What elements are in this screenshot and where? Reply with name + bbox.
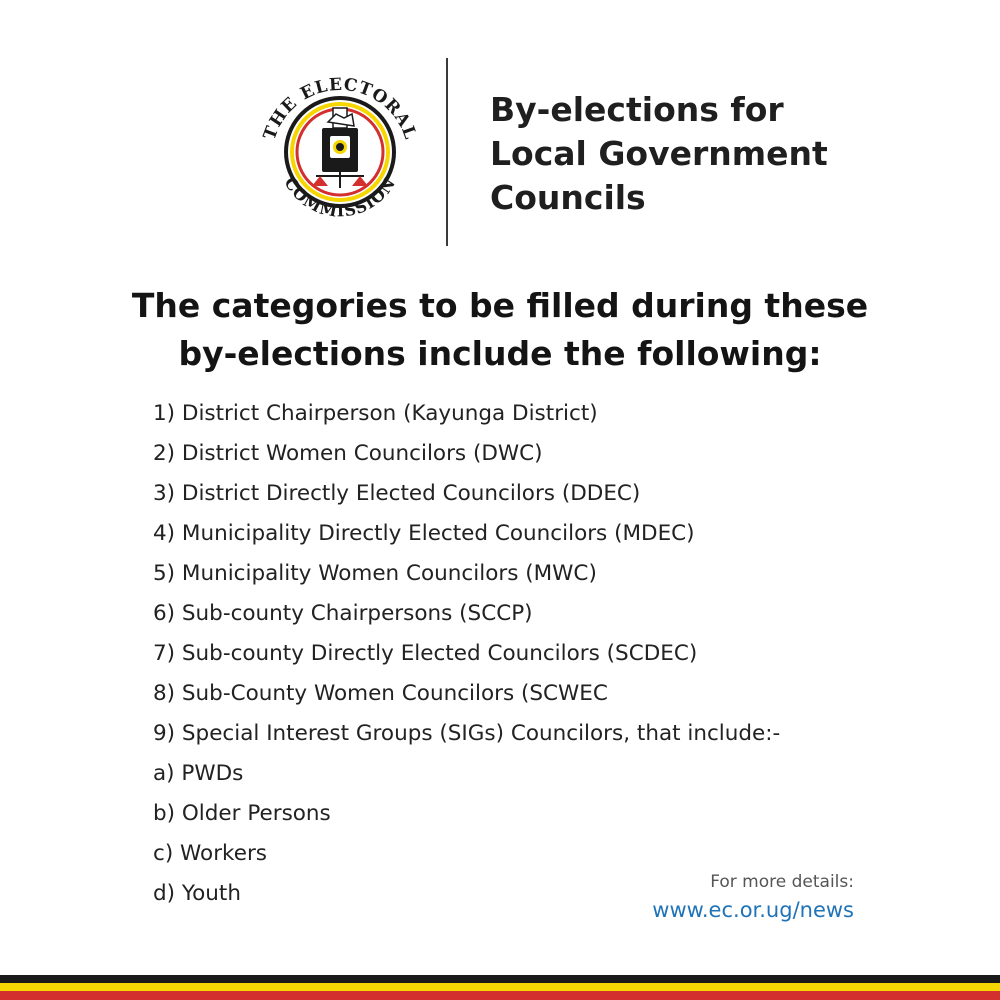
news-link[interactable]: www.ec.or.ug/news bbox=[652, 898, 854, 922]
list-item: 9) Special Interest Groups (SIGs) Councilors, that include:- bbox=[153, 721, 781, 746]
list-item: 2) District Women Councilors (DWC) bbox=[153, 441, 543, 466]
header-divider bbox=[446, 58, 448, 246]
page-title bbox=[490, 88, 910, 220]
stripe-red bbox=[0, 991, 1000, 1000]
logo-seal-icon bbox=[250, 60, 430, 240]
stripe-black bbox=[0, 975, 1000, 983]
title-line: Councils bbox=[490, 178, 646, 217]
list-item: c) Workers bbox=[153, 841, 267, 866]
categories-heading bbox=[60, 282, 940, 378]
list-item: a) PWDs bbox=[153, 761, 244, 786]
title-line: By-elections for bbox=[490, 90, 784, 129]
electoral-commission-logo bbox=[250, 60, 430, 240]
stripe-yellow bbox=[0, 983, 1000, 991]
title-line: Local Government bbox=[490, 134, 828, 173]
more-details-label: For more details: bbox=[710, 872, 854, 892]
list-item: 3) District Directly Elected Councilors (DDEC) bbox=[153, 481, 641, 506]
list-item: d) Youth bbox=[153, 881, 241, 906]
svg-text:COMMISSION: COMMISSION bbox=[280, 173, 400, 221]
flag-stripes bbox=[0, 975, 1000, 1000]
list-item: 7) Sub-county Directly Elected Councilors (SCDEC) bbox=[153, 641, 698, 666]
svg-text:THE ELECTORAL: THE ELECTORAL bbox=[259, 74, 421, 143]
list-item: 5) Municipality Women Councilors (MWC) bbox=[153, 561, 597, 586]
list-item: 4) Municipality Directly Elected Councilors (MDEC) bbox=[153, 521, 695, 546]
categories-list bbox=[153, 394, 853, 914]
list-item: 1) District Chairperson (Kayunga District) bbox=[153, 401, 598, 426]
list-item: 8) Sub-County Women Councilors (SCWEC bbox=[153, 681, 608, 706]
heading-line: The categories to be filled during these bbox=[131, 286, 869, 325]
list-item: 6) Sub-county Chairpersons (SCCP) bbox=[153, 601, 533, 626]
list-item: b) Older Persons bbox=[153, 801, 331, 826]
heading-line: by-elections include the following: bbox=[178, 334, 822, 373]
